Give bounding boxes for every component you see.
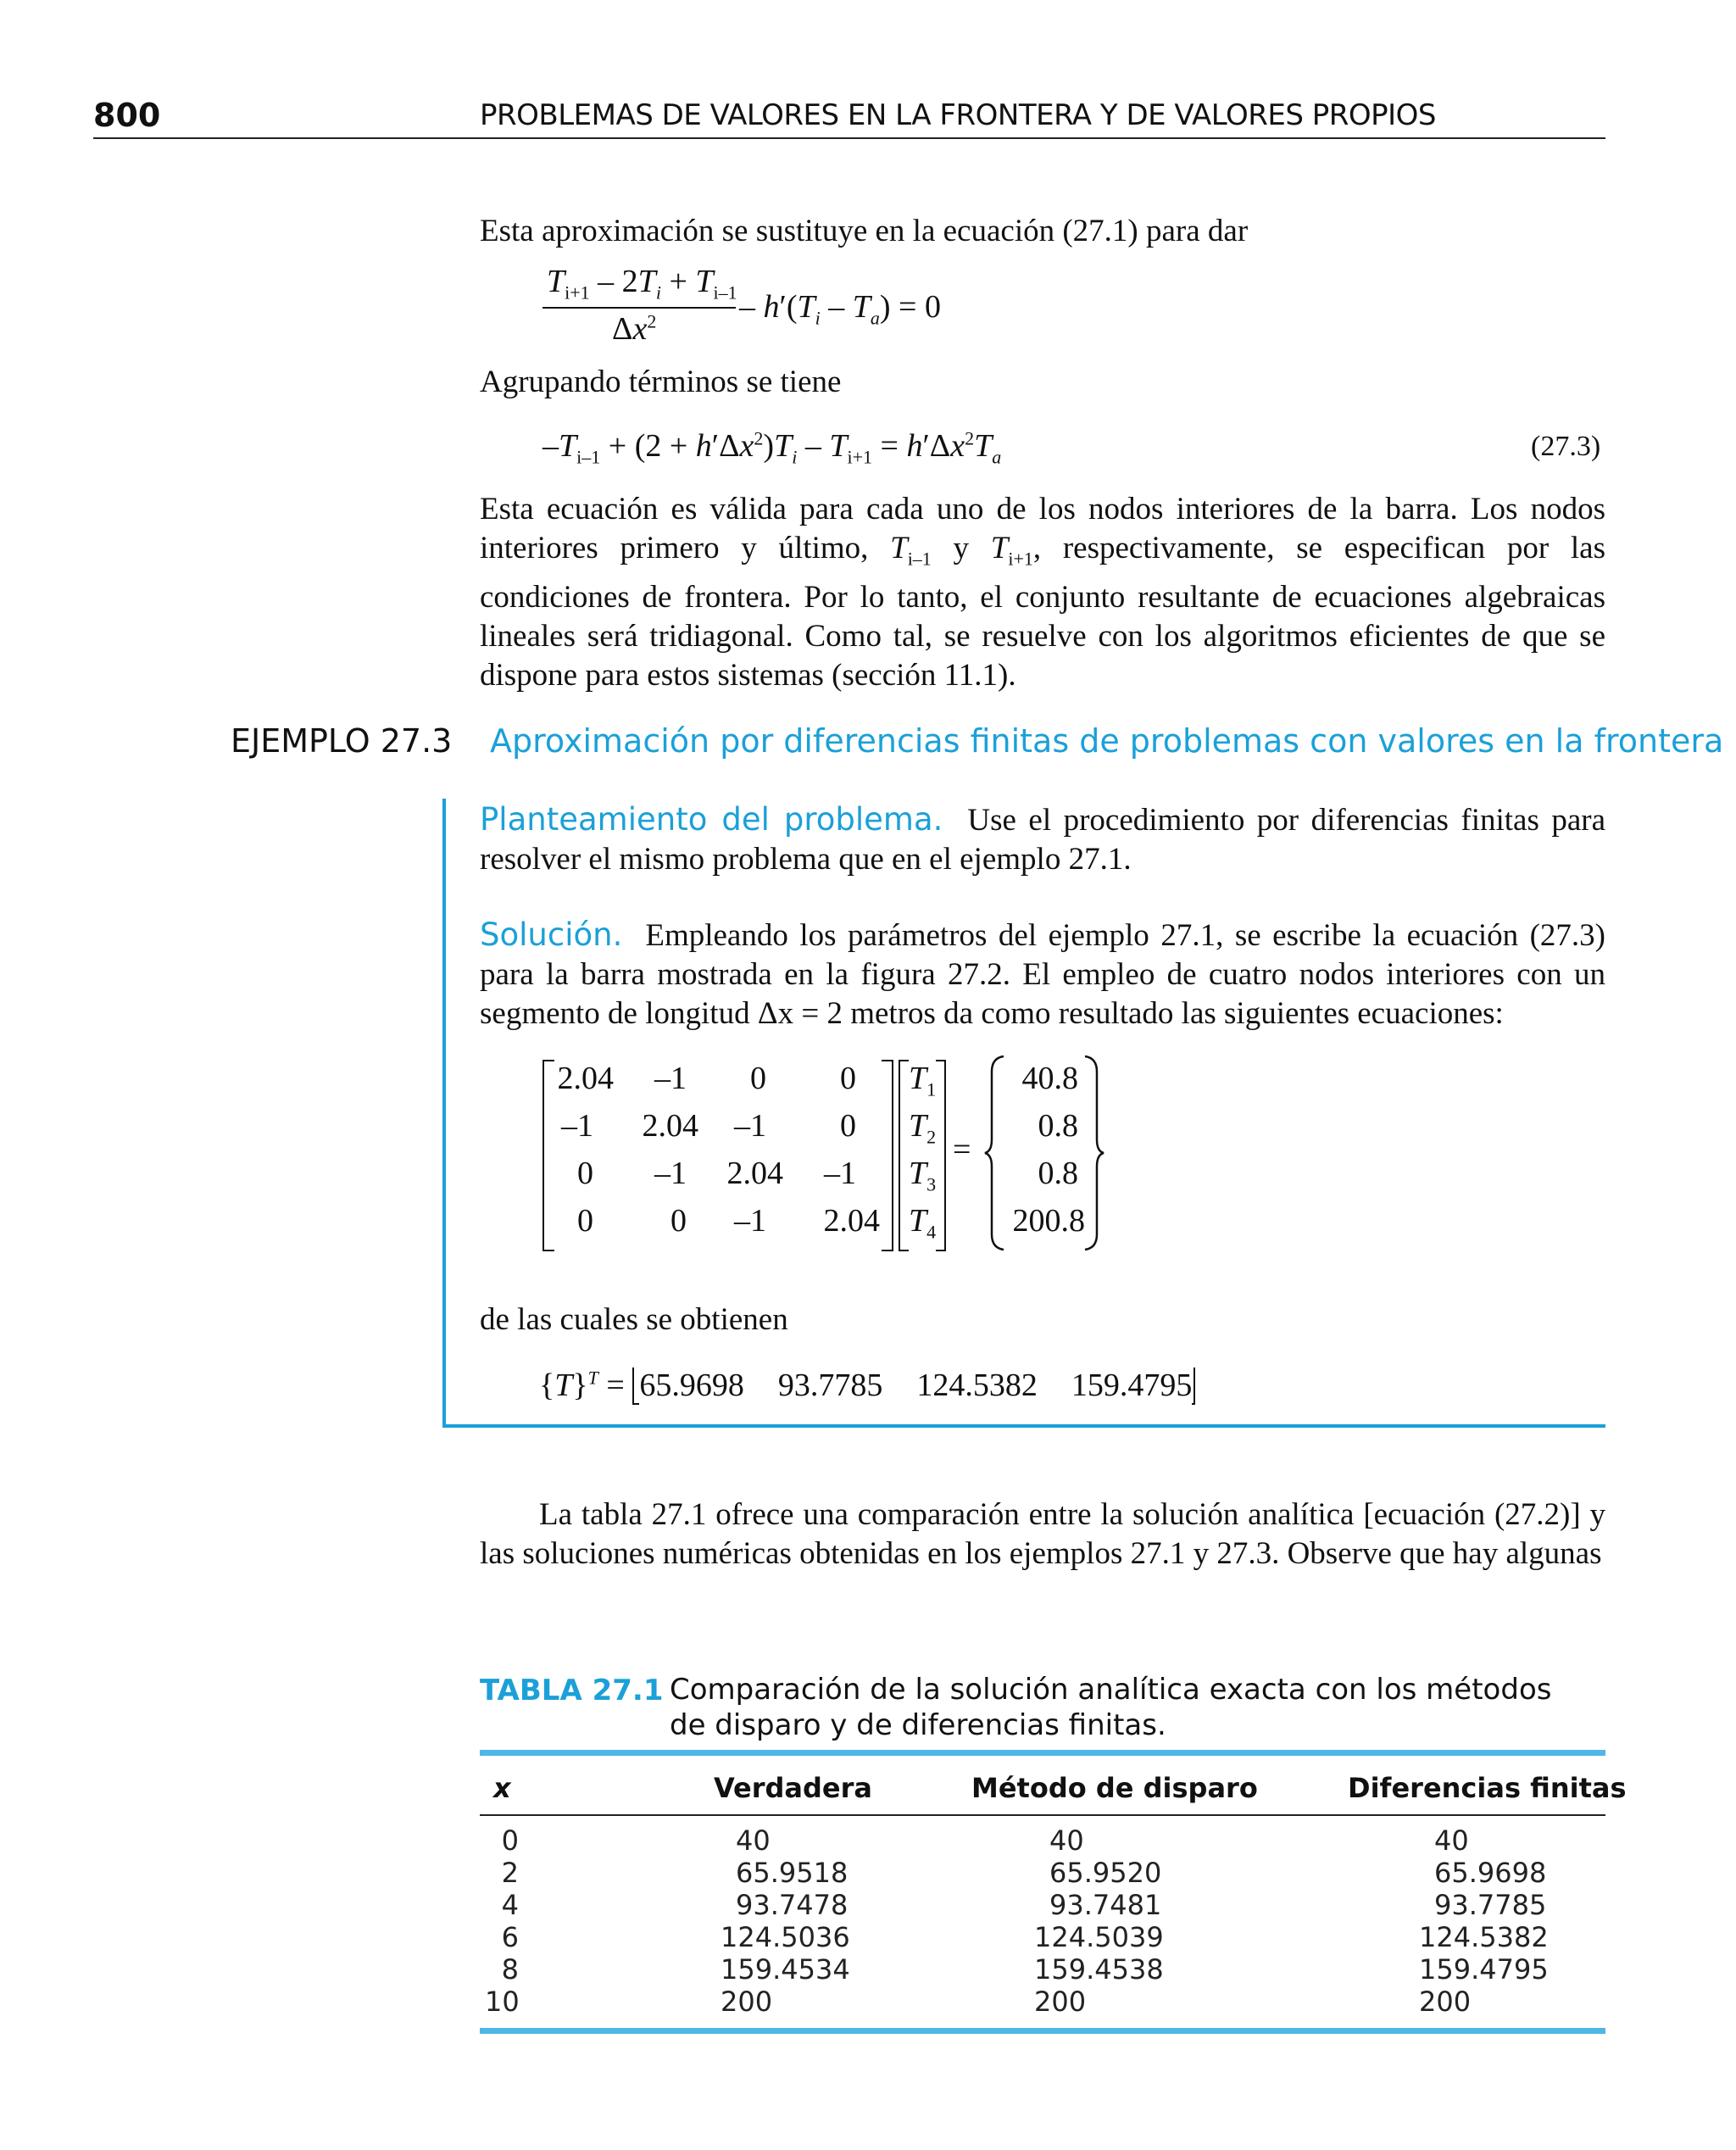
table-cell: 40 [1049,1824,1084,1857]
table-label: TABLA 27.1 [480,1674,664,1707]
matrix-cell: –1 [654,1061,687,1096]
table-cell: 200 [1419,1986,1472,2018]
table-cell: 200 [1034,1986,1087,2018]
running-title: PROBLEMAS DE VALORES EN LA FRONTERA Y DE VALORES PROPIOS [480,98,1437,132]
example-left-rule [442,799,446,1426]
table-header-diferencias: Diferencias finitas [1348,1772,1627,1804]
table-header-x: x [493,1772,511,1804]
table-cell: 10 [485,1986,520,2018]
problem-statement: Planteamiento del problema. Use el procedimiento por diferencias finitas para resolver el mismo problema que en el ejemplo 27.1. [480,801,1606,877]
table-cell: 93.7478 [736,1889,849,1921]
example-title: Aproximación por diferencias finitas de problemas con valores en la frontera [490,722,1724,760]
table-top-rule [480,1750,1605,1756]
table-cell: 8 [501,1953,519,1986]
matrix-cell: 2.04 [823,1203,880,1239]
matrix-cell: 2.04 [726,1156,783,1191]
table-caption [670,1672,1551,1743]
grouping-text: Agrupando términos se tiene [480,365,842,399]
table-cell: 159.4795 [1419,1953,1549,1986]
equation-fraction: $T_{i+1} - 2T_i + T_{i-1}$ $\Delta x^2$ [542,263,737,356]
table-cell: 124.5036 [721,1921,850,1953]
table-cell: 6 [501,1921,519,1953]
table-cell: 0 [501,1824,519,1857]
table-bottom-rule [480,2028,1605,2034]
table-caption-line: Comparación de la solución analítica exacta con los métodos [670,1673,1552,1707]
table-cell: 200 [721,1986,773,2018]
result-value: 159.4795 [1071,1367,1193,1403]
result-intro: de las cuales se obtienen [480,1302,788,1337]
equation-number: (27.3) [1531,431,1601,462]
solution-heading: Solución. [480,916,623,953]
rhs-value: 40.8 [1021,1061,1078,1096]
table-header-rule [480,1814,1605,1816]
table-header-verdadera: Verdadera [714,1772,872,1804]
matrix-cell: –1 [734,1203,766,1239]
table-cell: 65.9518 [736,1857,849,1889]
table-cell: 159.4538 [1034,1953,1164,1986]
result-vector: $\{T\}^T = 65.9698$ 93.7785 124.5382 159.4795 [539,1367,1195,1404]
rhs-right-brace [1082,1055,1105,1256]
equation-27-3: $-T_{i-1} + (2 + h'\Delta x^2)T_i - T_{i+1} = h'\Delta x^2T_a$ [542,427,1002,468]
rhs-value: 200.8 [1012,1203,1085,1239]
matrix-cell: 0 [750,1061,766,1096]
matrix-cell: –1 [824,1156,856,1191]
example-label: EJEMPLO 27.3 [231,722,453,760]
unknown-t2: $T_2$ [909,1108,937,1148]
rhs-value: 0.8 [1038,1156,1078,1191]
result-value: 124.5382 [916,1367,1038,1403]
table-cell: 93.7481 [1049,1889,1162,1921]
solution-text: Solución. Empleando los parámetros del ejemplo 27.1, se escribe la ecuación (27.3) para la barra mostrada en la figura 27.2. El empleo de cuatro nodos interiores con un segmento de longitud Δx = 2 metros da como resultado las siguientes ecuaciones: [480,916,1605,1031]
matrix-cell: –1 [561,1108,593,1144]
body-paragraph: Esta ecuación es válida para cada uno de los nodos interiores de la barra. Los nodos interiores primero y último, $T_{i-1}$ y $T_{i+1}$, respectivamente, se especifican por las condiciones de frontera. Por lo tanto, el conjunto resultante de ecuaciones algebraicas lineales será tridiagonal. Como tal, se resuelve con los algoritmos eficientes de que se dispone para estos sistemas (sección 11.1). [480,492,1605,693]
equals-sign: = [953,1132,971,1167]
vector-left-bracket [899,1060,909,1251]
table-header-disparo: Método de disparo [971,1772,1258,1804]
vector-right-bracket [936,1060,946,1251]
intro-text: Esta aproximación se sustituye en la ecuación (27.1) para dar [480,214,1249,248]
table-cell: 40 [736,1824,771,1857]
example-bottom-rule [442,1424,1605,1428]
matrix-equation [542,1060,1102,1255]
matrix-cell: 0 [670,1203,687,1239]
equation-fraction-rhs: – $h'(T_i - T_a) = 0$ [739,289,941,329]
matrix-cell: –1 [734,1108,766,1144]
table-cell: 65.9520 [1049,1857,1162,1889]
page-number: 800 [93,97,161,134]
matrix-cell: 2.04 [642,1108,698,1144]
matrix-cell: 0 [840,1108,856,1144]
table-cell: 124.5382 [1419,1921,1549,1953]
matrix-right-bracket [882,1060,893,1251]
matrix-cell: 0 [577,1203,593,1239]
statement-heading: Planteamiento del problema. [480,801,943,838]
table-cell: 65.9698 [1434,1857,1547,1889]
result-value: 93.7785 [777,1367,883,1403]
table-cell: 159.4534 [721,1953,850,1986]
table-caption-line: de disparo y de diferencias finitas. [670,1708,1166,1742]
unknown-t1: $T_1$ [909,1061,937,1100]
matrix-cell: –1 [654,1156,687,1191]
matrix-cell: 0 [840,1061,856,1096]
result-value: 65.9698 [639,1367,744,1403]
table-cell: 124.5039 [1034,1921,1164,1953]
header-rule [93,137,1605,139]
matrix-cell: 0 [577,1156,593,1191]
unknown-t3: $T_3$ [909,1156,937,1195]
rhs-value: 0.8 [1038,1108,1078,1144]
table-cell: 2 [501,1857,519,1889]
matrix-cell: 2.04 [557,1061,614,1096]
table-cell: 93.7785 [1434,1889,1547,1921]
unknown-t4: $T_4$ [909,1203,937,1243]
comparison-paragraph: La tabla 27.1 ofrece una comparación entre la solución analítica [ecuación (27.2)] y las soluciones numéricas obtenidas en los ejemplos 27.1 y 27.3. Observe que hay algunas [480,1497,1605,1571]
table-cell: 40 [1434,1824,1469,1857]
table-cell: 4 [501,1889,519,1921]
